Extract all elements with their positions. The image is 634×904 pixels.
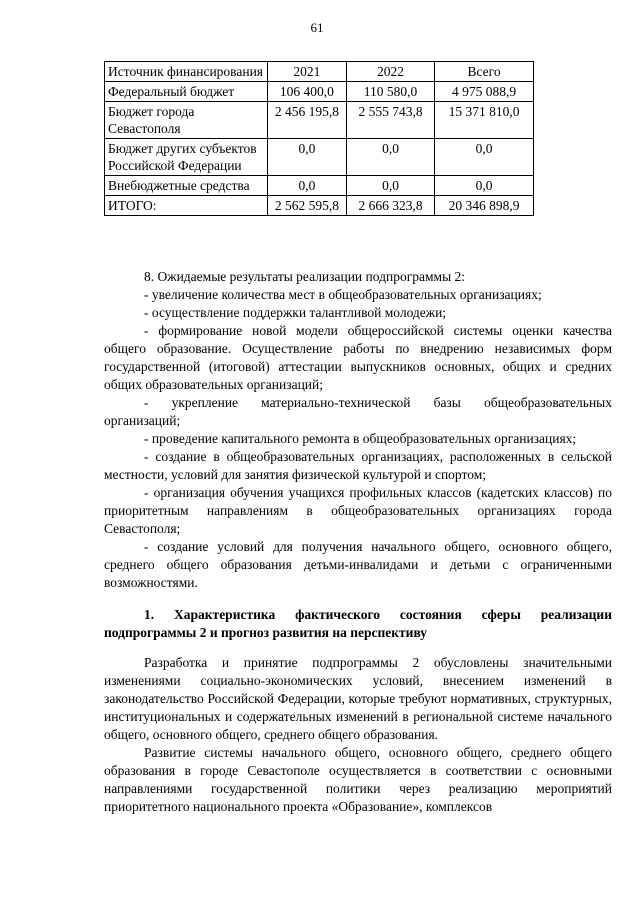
table-cell: 2 456 195,8 [267, 102, 346, 139]
table-row [105, 102, 534, 139]
table-row [105, 82, 534, 102]
list-item: - проведение капитального ремонта в общеобразовательных организациях; [144, 431, 577, 446]
table-cell: 0,0 [435, 176, 534, 196]
table-cell: ИТОГО: [105, 196, 268, 216]
table-header-row [105, 62, 534, 82]
table-cell: Внебюджетные средства [105, 176, 268, 196]
table-cell: 106 400,0 [267, 82, 346, 102]
paragraph: Развитие системы начального общего, основного общего, среднего общего образования в городе Севастополе осуществляется в соответствии с основными направлениями государственной политики через реализацию мероприятий приоритетного национального проекта «Образование», комплексов [104, 745, 612, 814]
list-item: - организация обучения учащихся профильных классов (кадетских классов) по приоритетным направлениям в общеобразовательных организациях города Севастополя; [104, 485, 612, 536]
list-item: - создание условий для получения начального общего, основного общего, среднего общего образования детьми-инвалидами и детьми с ограниченными возможностями. [104, 539, 612, 590]
table-cell: 0,0 [347, 176, 435, 196]
body-text [104, 268, 612, 816]
header-cell-2022: 2022 [347, 62, 435, 82]
table-cell: 110 580,0 [347, 82, 435, 102]
table-cell: 2 555 743,8 [347, 102, 435, 139]
list-item: - укрепление материально-технической базы общеобразовательных организаций; [104, 395, 612, 428]
funding-table [104, 61, 534, 216]
table-row [105, 176, 534, 196]
table-cell: 0,0 [267, 176, 346, 196]
list-item: - формирование новой модели общероссийской системы оценки качества общего образование. Осуществление работы по внедрению независимых форм государственной (итоговой) аттестации выпускников основных, общих и средних общих образовательных организаций; [104, 323, 612, 392]
header-cell-total: Всего [435, 62, 534, 82]
table-cell: Бюджет других субъектов Российской Федерации [105, 139, 268, 176]
list-item: - создание в общеобразовательных организациях, расположенных в сельской местности, условий для занятия физической культурой и спортом; [104, 449, 612, 482]
table-cell: 15 371 810,0 [435, 102, 534, 139]
table-cell: 0,0 [347, 139, 435, 176]
table-cell: 0,0 [267, 139, 346, 176]
header-cell-2021: 2021 [267, 62, 346, 82]
table-cell: 0,0 [435, 139, 534, 176]
table-row [105, 139, 534, 176]
table-cell: 20 346 898,9 [435, 196, 534, 216]
paragraph: Разработка и принятие подпрограммы 2 обусловлены значительными изменениями социально-экономических условий, внесением изменений в законодательство Российской Федерации, которые требуют нормативных, структурных, институциональных и содержательных изменений в региональной системе начального общего, основного общего, среднего общего образования. [104, 655, 612, 742]
section-heading: 1. Характеристика фактического состояния сферы реализации подпрограммы 2 и прогноз развития на перспективу [104, 607, 612, 640]
table-cell: 4 975 088,9 [435, 82, 534, 102]
table-cell: 2 562 595,8 [267, 196, 346, 216]
table-total-row [105, 196, 534, 216]
table-cell: 2 666 323,8 [347, 196, 435, 216]
header-cell-source: Источник финансирования [105, 62, 268, 82]
section-8-title: 8. Ожидаемые результаты реализации подпрограммы 2: [144, 269, 466, 284]
list-item: - увеличение количества мест в общеобразовательных организациях; [144, 287, 542, 302]
page-number: 61 [310, 20, 324, 35]
table-cell: Бюджет города Севастополя [105, 102, 268, 139]
list-item: - осуществление поддержки талантливой молодежи; [144, 305, 447, 320]
table-cell: Федеральный бюджет [105, 82, 268, 102]
